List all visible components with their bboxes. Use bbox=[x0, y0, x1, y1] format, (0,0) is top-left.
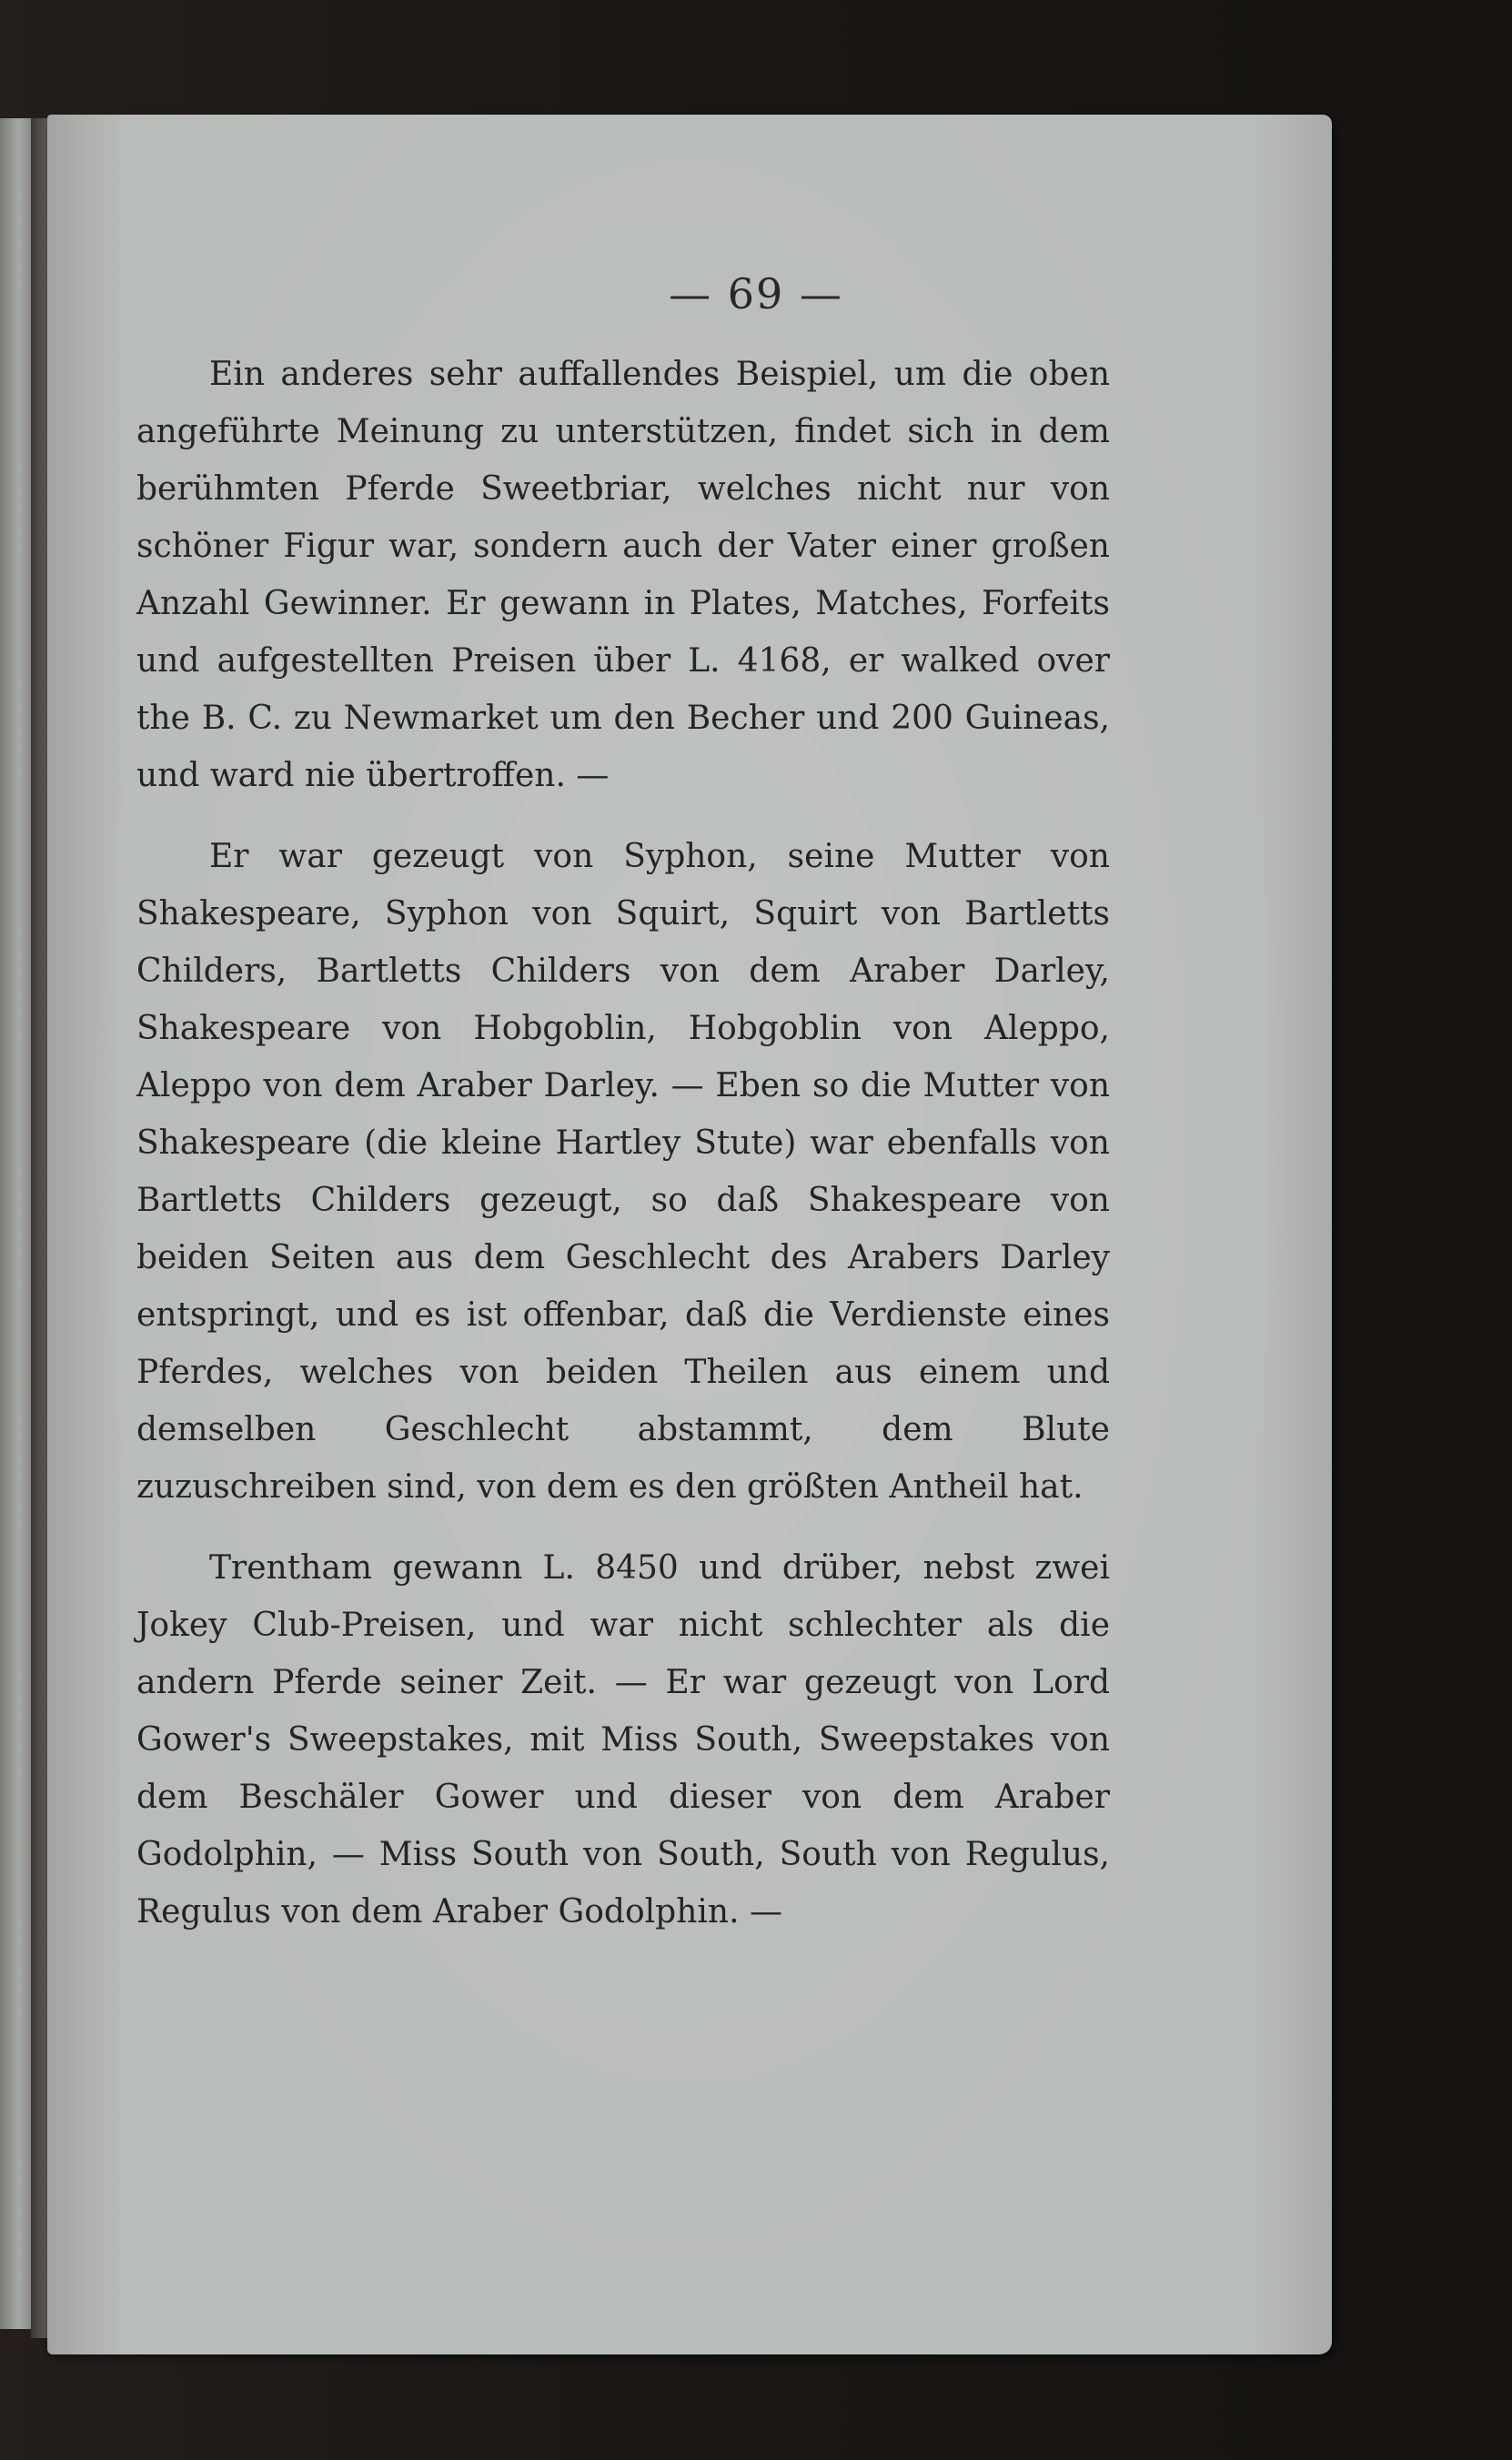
page-body bbox=[136, 346, 1110, 1941]
paragraph-pedigree: Er war gezeugt von Syphon, seine Mutter von Shakespeare, Syphon von Squirt, Squirt von Bartletts Childers, Bartletts Childers von dem Araber Darley, Shakespeare von Hobgoblin, Hobgoblin von Aleppo, Aleppo von dem Araber Darley. — Eben so die Mutter von Shakespeare (die kleine Hartley Stute) war ebenfalls von Bartletts Childers gezeugt, so daß Shakespeare von beiden Seiten aus dem Geschlecht des Arabers Darley entspringt, und es ist offenbar, daß die Verdienste eines Pferdes, welches von beiden Theilen aus einem und demselben Geschlecht abstammt, dem Blute zuzuschreiben sind, von dem es den größten Antheil hat. bbox=[136, 838, 1110, 1506]
paragraph-sweetbriar: Ein anderes sehr auffallendes Beispiel, um die oben angeführte Meinung zu unterstützen, findet sich in dem berühmten Pferde Sweetbriar, welches nicht nur von schöner Figur war, sondern auch der Vater einer großen Anzahl Gewinner. Er gewann in Plates, Matches, Forfeits und aufgestellten Preisen über L. 4168, er walked over the B. C. zu Newmarket um den Becher und 200 Guineas, und ward nie übertroffen. — bbox=[136, 356, 1110, 794]
paragraph-trentham: Trentham gewann L. 8450 und drüber, nebst zwei Jokey Club-Preisen, und war nicht schlechter als die andern Pferde seiner Zeit. — Er war gezeugt von Lord Gower's Sweepstakes, mit Miss South, Sweepstakes von dem Beschäler Gower und dieser von dem Araber Godolphin, — Miss South von South, South von Regulus, Regulus von dem Araber Godolphin. — bbox=[136, 1549, 1110, 1931]
previous-page-edge bbox=[0, 118, 33, 2329]
page-number: — 69 — bbox=[669, 269, 843, 318]
